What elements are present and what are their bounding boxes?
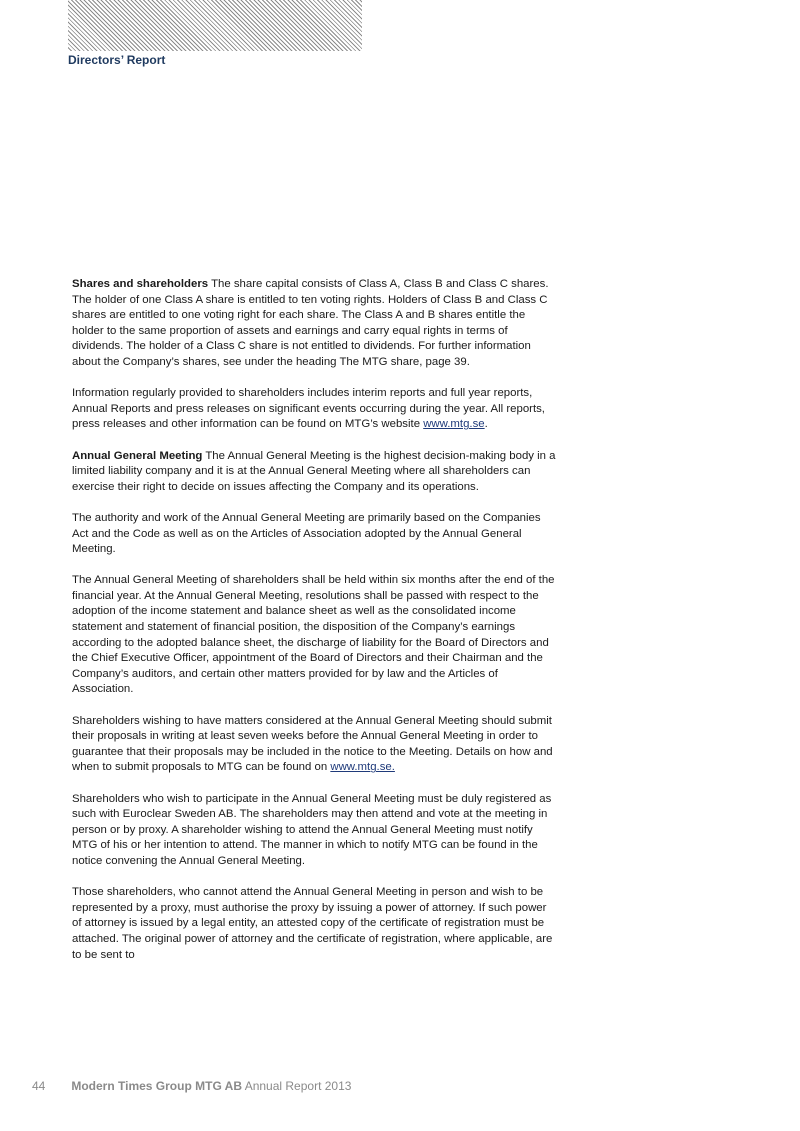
paragraph-heading: Annual General Meeting — [72, 449, 203, 462]
paragraph-text: The Annual General Meeting is the highest decision-making body in a limited liability company and it is at the Annual General Meeting where all shareholders can exercise their right to decide on issues affecting the Company and its operations. — [72, 449, 556, 493]
paragraph-text-end: . — [484, 418, 488, 431]
company-name: Modern Times Group MTG AB — [71, 1079, 243, 1093]
paragraph-text: The share capital consists of Class A, Class B and Class C shares. The holder of one Class A share is entitled to ten voting rights. Holders of Class B and Class C shares are entitled to one voting right for each share. The Class A and B shares entitle the holder to the same proportion of assets and earnings and carry equal rights in terms of dividends. The holder of a Class C share is not entitled to dividends. For further information about the Company’s shares, see under the heading The MTG share, page 39. — [72, 278, 549, 368]
paragraph-shares-and-shareholders — [72, 277, 556, 371]
paragraph-proposals — [72, 714, 556, 776]
paragraph-proxy: Those shareholders, who cannot attend the Annual General Meeting in person and wish to be represented by a proxy, must authorise the proxy by issuing a power of attorney. If such power of attorney is issued by a legal entity, an attested copy of the certificate of registration must be attached. The original power of attorney and the certificate of registration, where applicable, are to be sent to — [72, 886, 553, 961]
paragraph-text: Shareholders wishing to have matters considered at the Annual General Meeting should submit their proposals in writing at least seven weeks before the Annual General Meeting in order to guarantee that their proposals may be included in the notice to the Meeting. Details on how and when to submit proposals to MTG can be found on — [72, 714, 553, 774]
paragraph-information — [72, 386, 556, 433]
website-link[interactable]: www.mtg.se — [423, 418, 485, 431]
paragraph-heading: Shares and shareholders — [72, 278, 209, 290]
section-title: Directors’ Report — [68, 53, 166, 67]
paragraph-agm-resolutions: The Annual General Meeting of shareholders shall be held within six months after the end of the financial year. At the Annual General Meeting, resolutions shall be passed with respect to the adoption of the income statement and balance sheet as well as the consolidated income statement and statement of financial position, the disposition of the Company’s earnings according to the adopted balance sheet, the discharge of liability for the Board of Directors and the Chief Executive Officer, appointment of the Board of Directors and their Chairman and the Company’s auditors, and certain other matters provided for by law and the Articles of Association. — [72, 574, 555, 696]
header-hatch-pattern — [68, 0, 362, 51]
page-number: 44 — [32, 1079, 46, 1093]
body-text — [72, 277, 556, 979]
paragraph-text: Information regularly provided to shareholders includes interim reports and full year reports, Annual Reports and press releases on significant events occurring during the year. All reports, press releases and other information can be found on MTG’s website — [72, 387, 545, 431]
paragraph-annual-general-meeting — [72, 449, 556, 496]
paragraph-participation: Shareholders who wish to participate in the Annual General Meeting must be duly registered as such with Euroclear Sweden AB. The shareholders may then attend and vote at the meeting in person or by proxy. A shareholder wishing to attend the Annual General Meeting must notify MTG of his or her intention to attend. The manner in which to notify MTG can be found in the notice convening the Annual General Meeting. — [72, 792, 552, 867]
page-footer — [32, 1079, 351, 1093]
paragraph-authority: The authority and work of the Annual General Meeting are primarily based on the Companies Act and the Code as well as on the Articles of Association adopted by the Annual General Meeting. — [72, 511, 541, 556]
website-link[interactable]: www.mtg.se. — [330, 761, 395, 774]
report-title: Annual Report 2013 — [244, 1079, 352, 1093]
